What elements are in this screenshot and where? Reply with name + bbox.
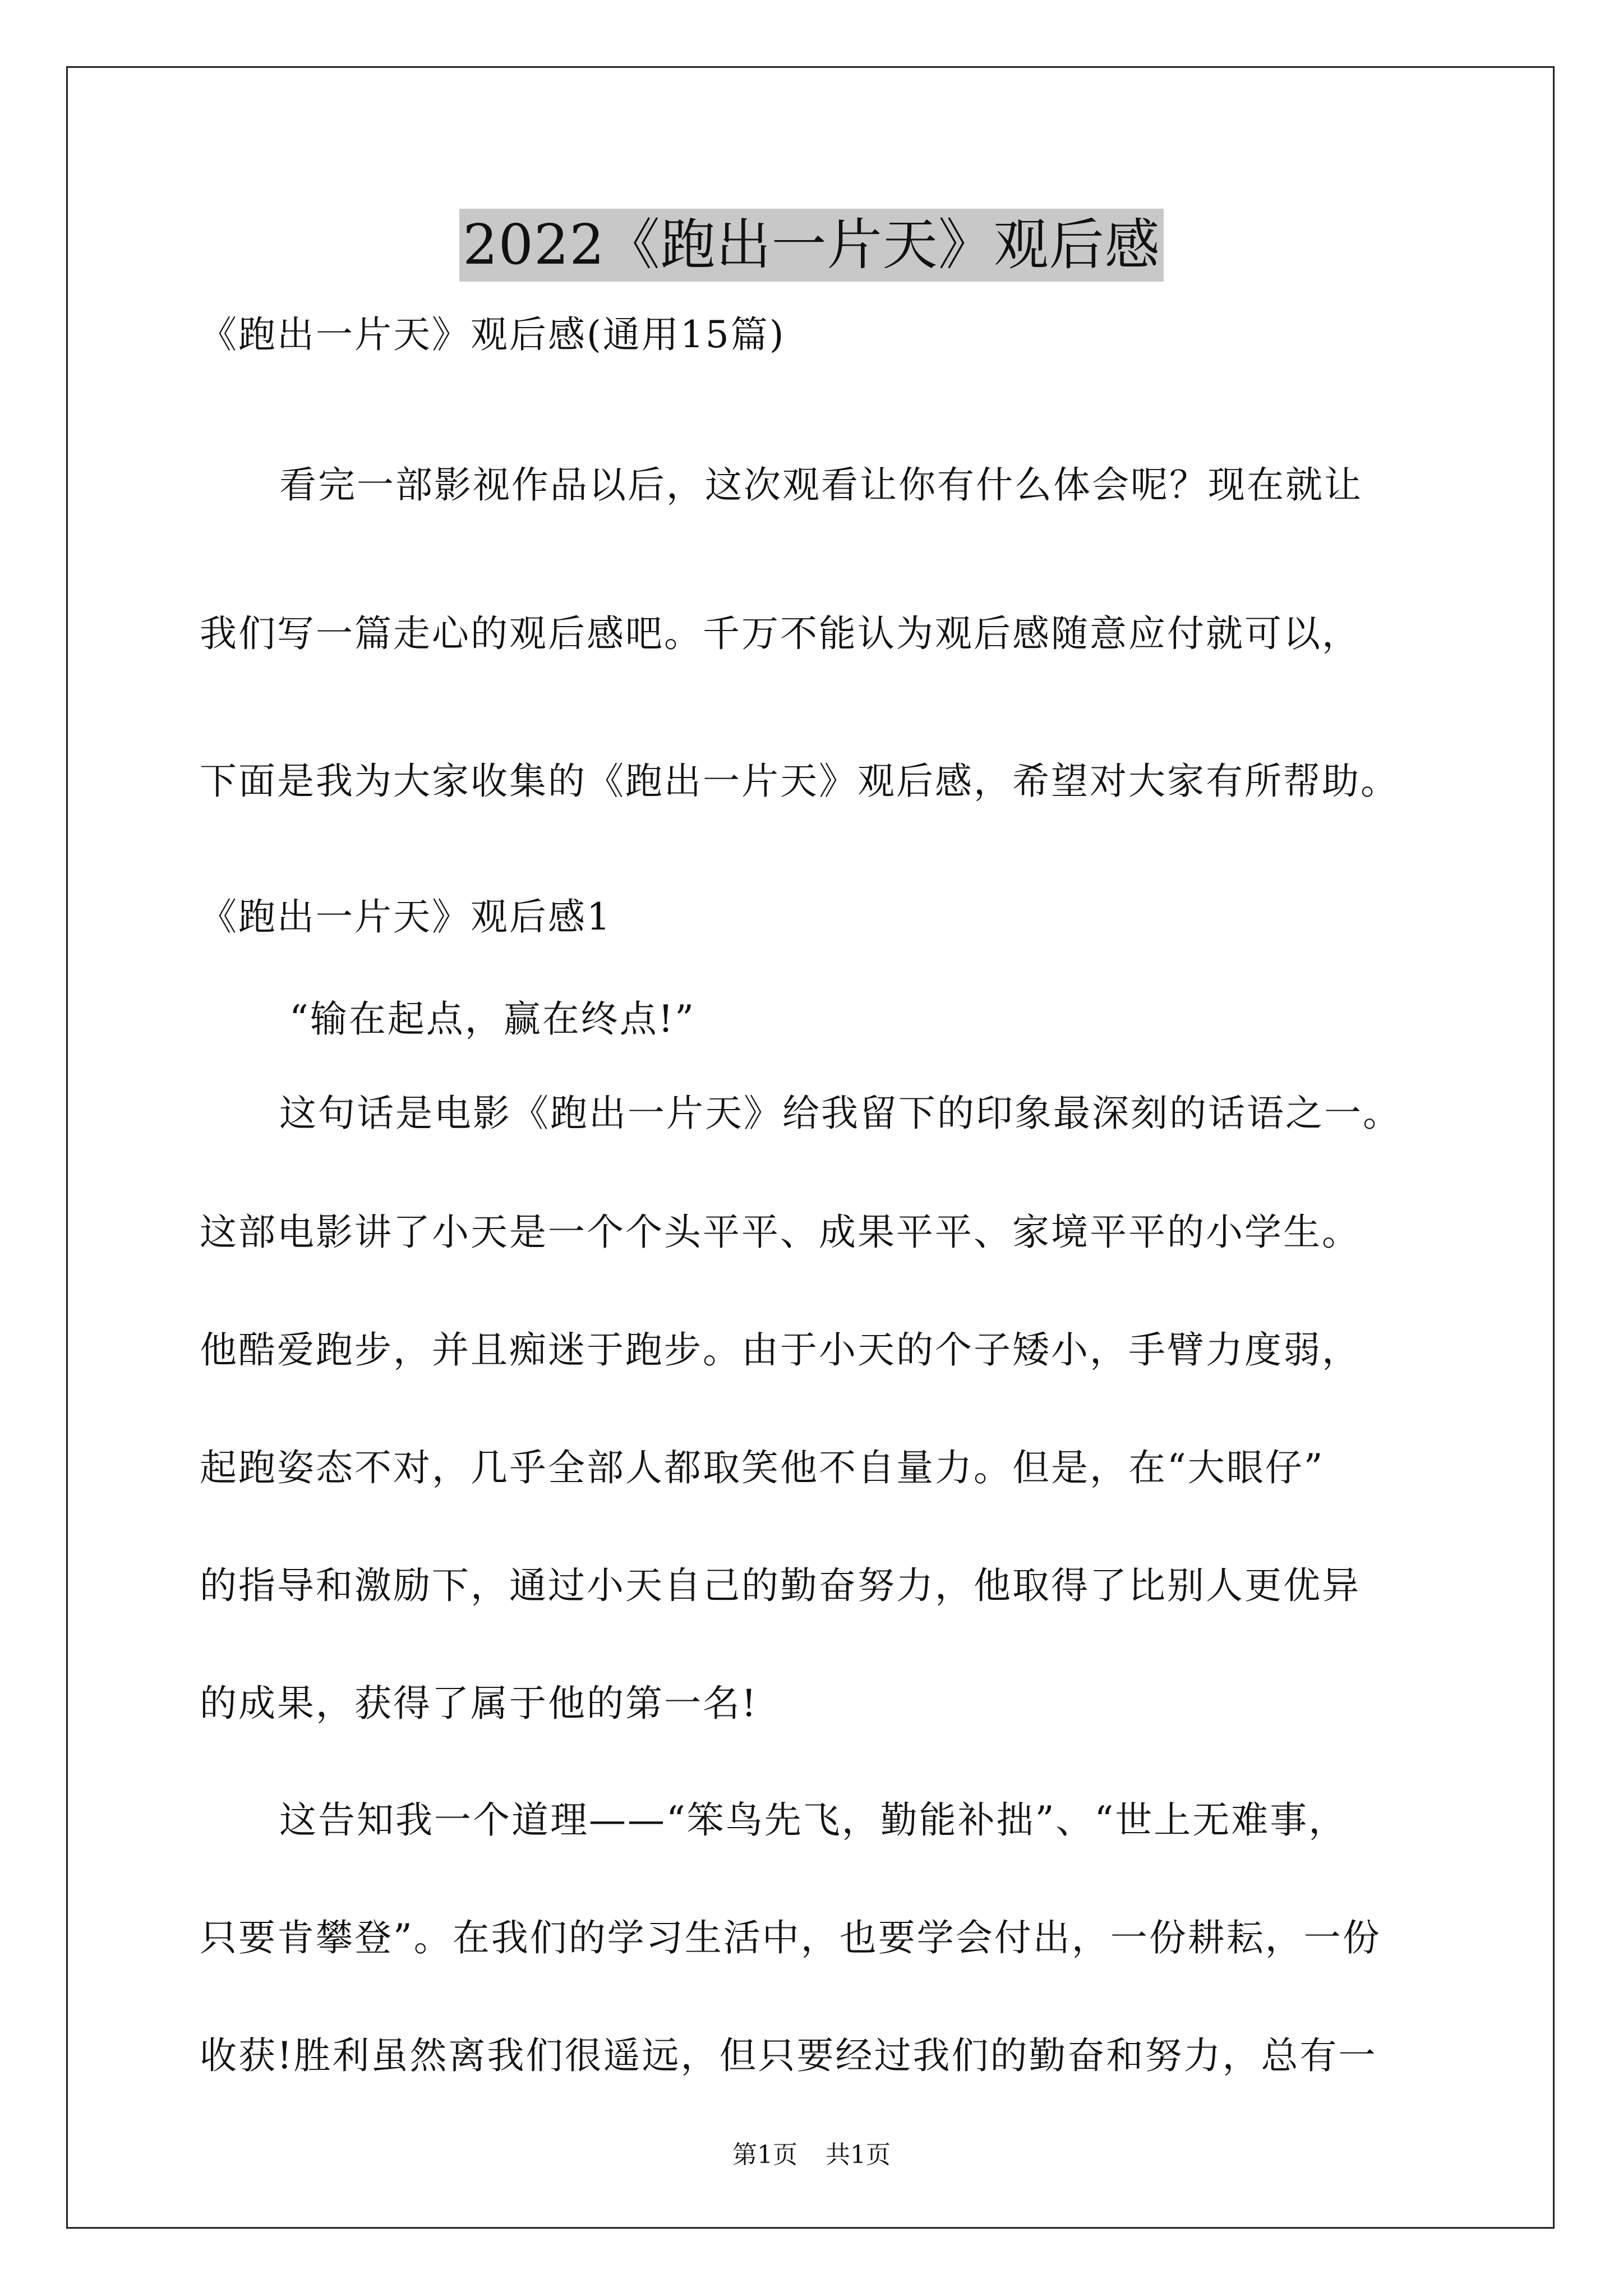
- page-number: 第1页: [732, 2141, 797, 2169]
- paragraph-line: 起跑姿态不对，几乎全部人都取笑他不自量力。但是，在“大眼仔”: [200, 1446, 1325, 1489]
- intro-line: 看完一部影视作品以后，这次观看让你有什么体会呢？现在就让: [279, 463, 1363, 507]
- document-subtitle: 《跑出一片天》观后感(通用15篇): [200, 313, 786, 356]
- paragraph-line: 的成果，获得了属于他的第一名!: [200, 1682, 758, 1725]
- paragraph-line: 只要肯攀登”。在我们的学习生活中，也要学会付出，一份耕耘，一份: [200, 1916, 1381, 1959]
- intro-line: 我们写一篇走心的观后感吧。千万不能认为观后感随意应付就可以，: [200, 612, 1361, 655]
- page-footer: [0, 2138, 1623, 2172]
- document-title: 2022《跑出一片天》观后感: [459, 209, 1163, 282]
- paragraph-line: 这句话是电影《跑出一片天》给我留下的印象最深刻的话语之一。: [279, 1092, 1401, 1135]
- paragraph-line: 这告知我一个道理——“笨鸟先飞，勤能补拙”、“世上无难事，: [279, 1798, 1348, 1842]
- paragraph-line: 的指导和激励下，通过小天自己的勤奋努力，他取得了比别人更优异: [200, 1564, 1361, 1607]
- page-total: 共1页: [826, 2141, 891, 2169]
- title-container: [0, 209, 1623, 282]
- section-heading: 《跑出一片天》观后感1: [200, 895, 612, 938]
- intro-line: 下面是我为大家收集的《跑出一片天》观后感，希望对大家有所帮助。: [200, 760, 1399, 803]
- page-border: [66, 66, 1555, 2229]
- quote-line: “输在起点，赢在终点!”: [289, 997, 696, 1041]
- paragraph-line: 他酷爱跑步，并且痴迷于跑步。由于小天的个子矮小，手臂力度弱，: [200, 1328, 1361, 1372]
- paragraph-line: 收获!胜利虽然离我们很遥远，但只要经过我们的勤奋和努力，总有一: [200, 2034, 1377, 2077]
- paragraph-line: 这部电影讲了小天是一个个头平平、成果平平、家境平平的小学生。: [200, 1211, 1361, 1254]
